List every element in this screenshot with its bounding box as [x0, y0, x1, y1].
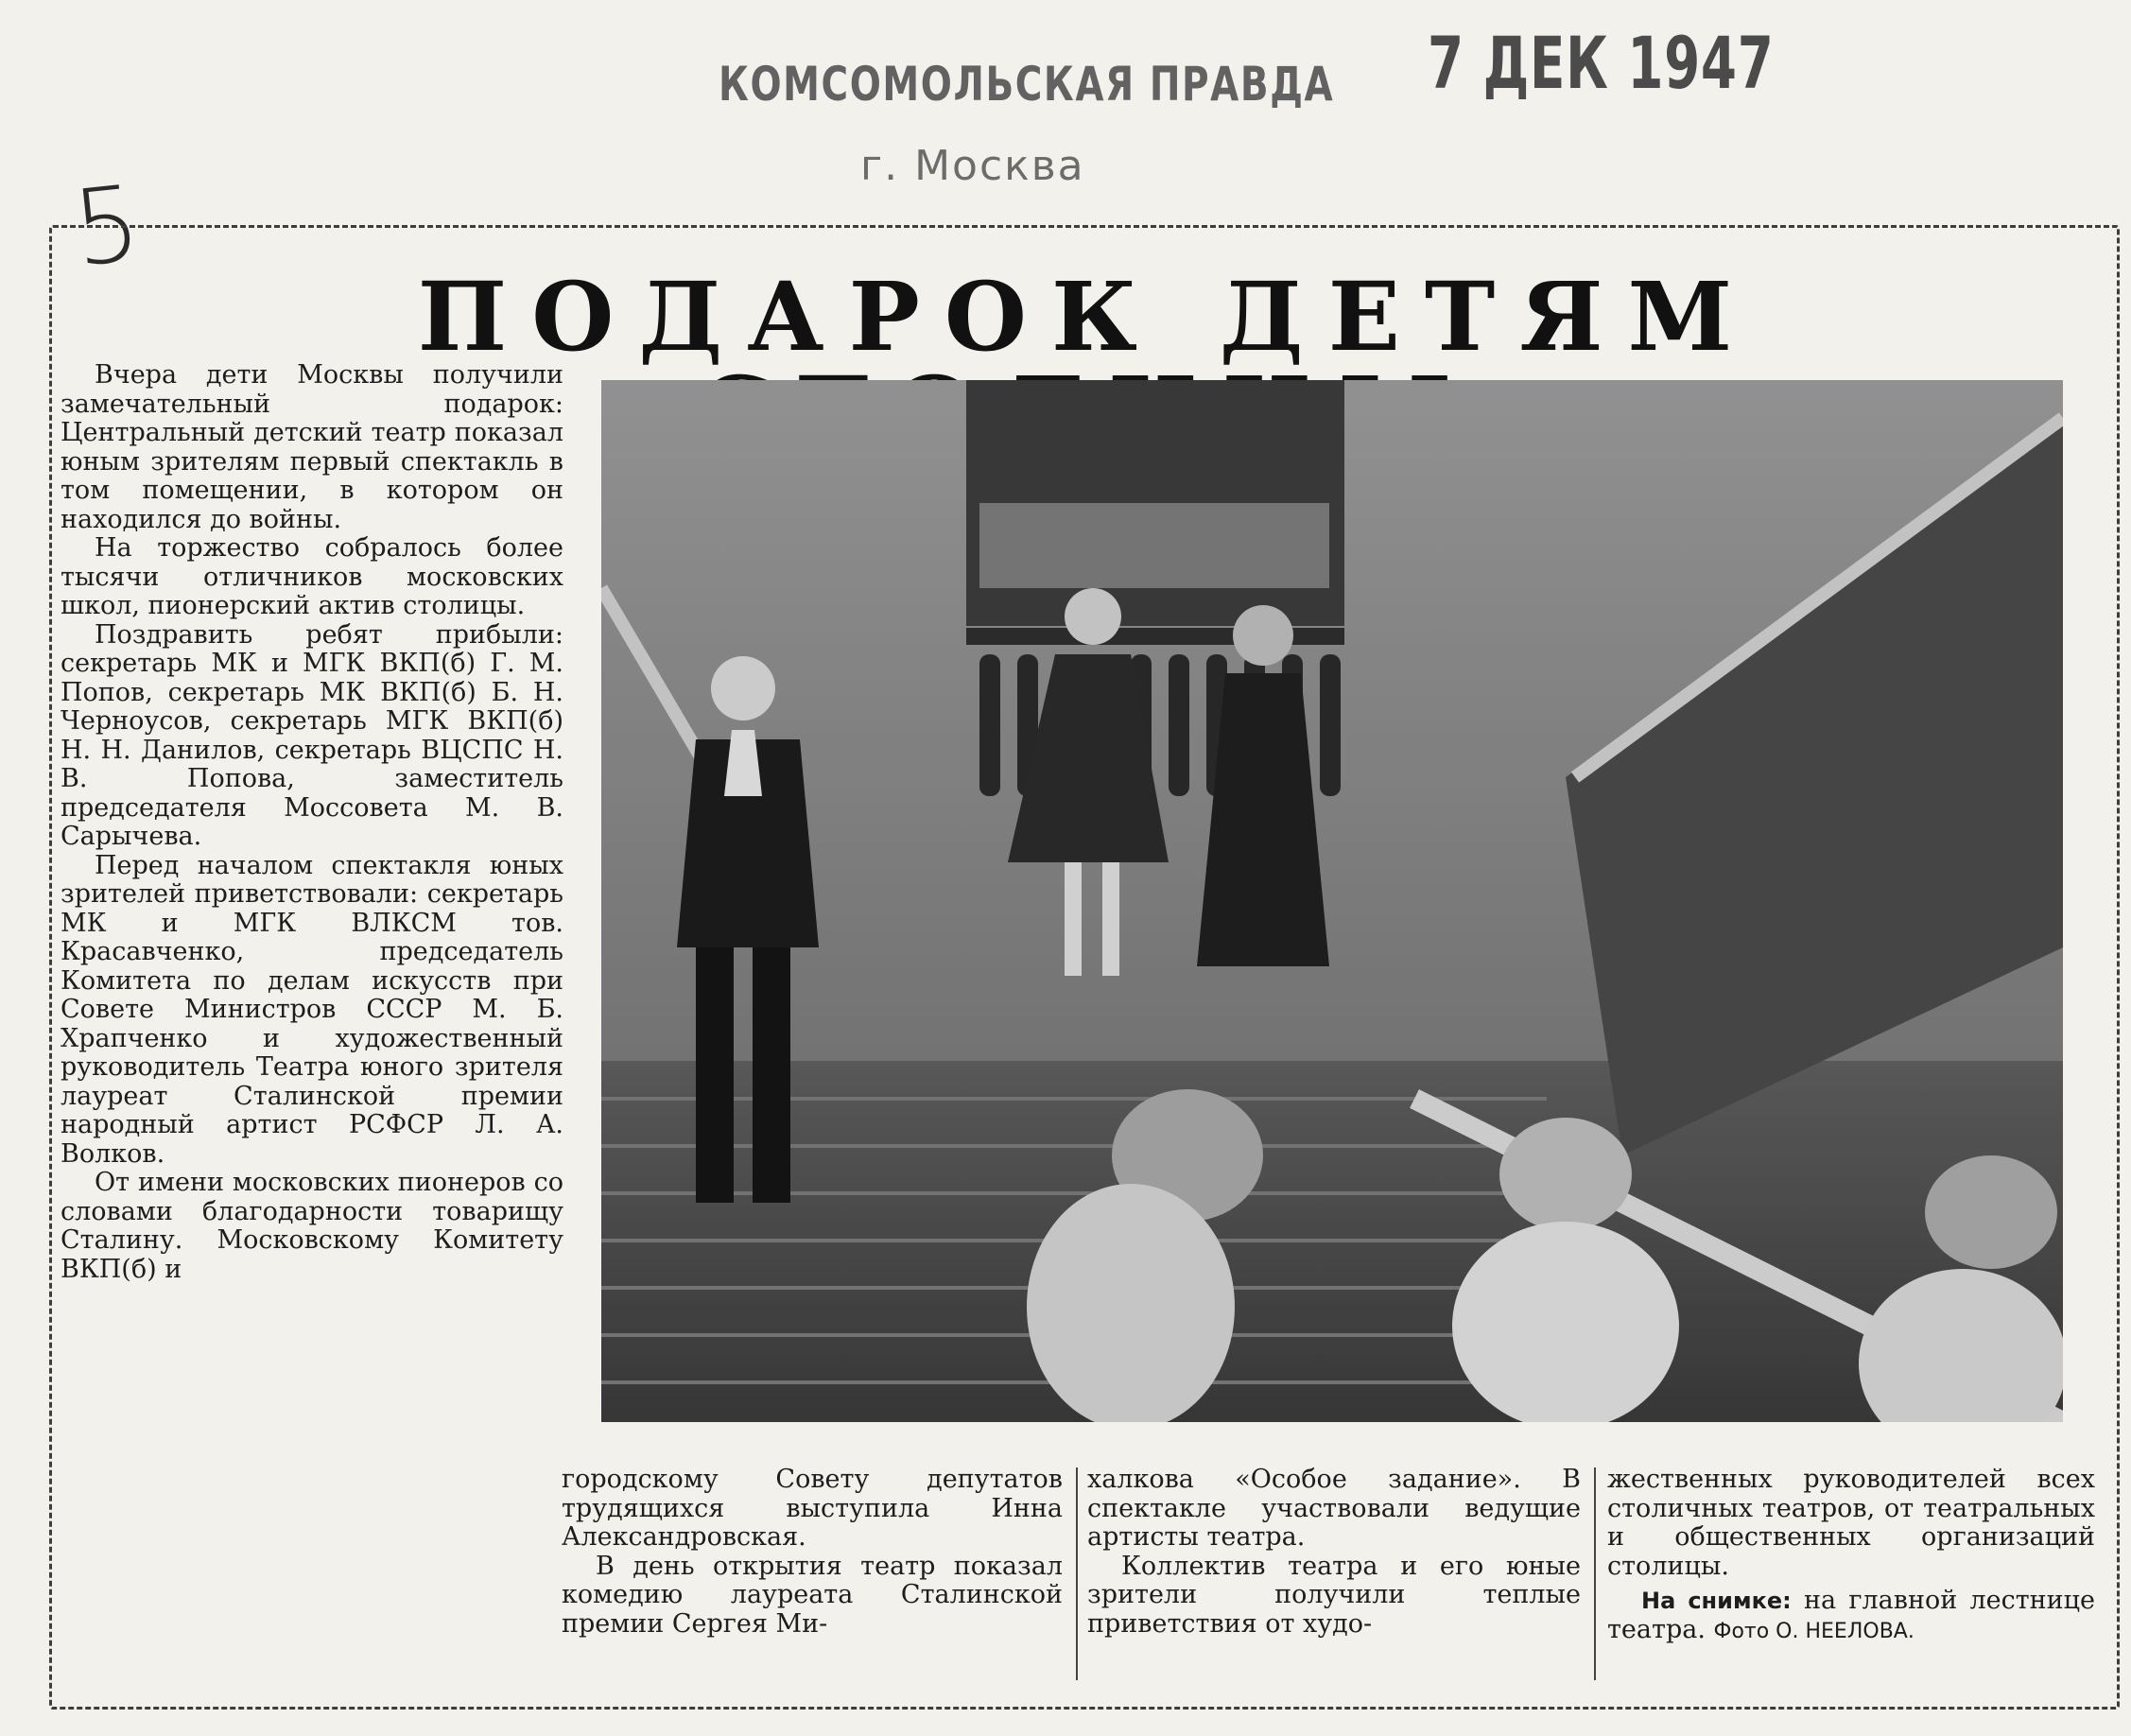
article-column-1	[61, 361, 563, 1284]
handwritten-page-number: 5	[67, 162, 147, 290]
paragraph: В день открытия театр показал комедию лауреата Сталинской премии Сергея Ми-	[562, 1551, 1063, 1639]
paragraph: жественных руководителей всех столичных театров, от театральных и общественных организаций столицы.	[1607, 1465, 2095, 1581]
city-stamp: г. Москва	[860, 142, 1085, 190]
article-photo	[601, 380, 2063, 1422]
paragraph: Поздравить ребят прибыли: секретарь МК и МГК ВКП(б) Г. М. Попов, секретарь МК ВКП(б) Б. Н. Черноусов, секретарь МГК ВКП(б) Н. Н. Данилов, секретарь ВЦСПС Н. В. Попова, заместитель председателя Моссовета М. В. Сарычева.	[61, 619, 563, 851]
paragraph: халкова «Особое задание». В спектакле участвовали ведущие артисты театра.	[1087, 1465, 1581, 1552]
caption-text: на главной лестнице театра.	[1607, 1586, 2096, 1644]
photo-caption	[1607, 1587, 2095, 1646]
paragraph: городскому Совету депутатов трудящихся выступила Инна Александровская.	[562, 1465, 1063, 1552]
photo-illustration	[601, 380, 2063, 1422]
article-column-2	[562, 1466, 1063, 1639]
article-column-4	[1607, 1466, 2095, 1646]
paragraph: Перед началом спектакля юных зрителей приветствовали: секретарь МК и МГК ВЛКСМ тов. Красавченко, председатель Комитета по делам искусств при Совете Министров СССР М. Б. Храпченко и художественный руководитель Театра юного зрителя лауреат Сталинской премии народный артист РСФСР Л. А. Волков.	[61, 850, 563, 1169]
column-divider	[1076, 1467, 1078, 1680]
paragraph: На торжество собралось более тысячи отличников московских школ, пионерский актив столицы.	[61, 533, 563, 620]
photo-credit: Фото О. НЕЕЛОВА.	[1713, 1619, 1914, 1643]
article-headline: ПОДАРОК ДЕТЯМ	[417, 261, 1758, 373]
column-divider	[1594, 1467, 1596, 1680]
newspaper-stamp: КОМСОМОЛЬСКАЯ ПРАВДА	[719, 57, 1335, 112]
paragraph: Вчера дети Москвы получили замечательный подарок: Центральный детский театр показал юным зрителям первый спектакль в том помещении, в котором он находился до войны.	[61, 360, 563, 534]
paragraph: От имени московских пионеров со словами благодарности товарищу Сталину. Московскому Комитету ВКП(б) и	[61, 1168, 563, 1284]
caption-lead: На снимке:	[1641, 1588, 1792, 1614]
date-stamp: 7 ДЕК 1947	[1428, 21, 1775, 105]
paragraph: Коллектив театра и его юные зрители получили теплые приветствия от худо-	[1087, 1551, 1581, 1639]
article-column-3	[1087, 1466, 1581, 1639]
